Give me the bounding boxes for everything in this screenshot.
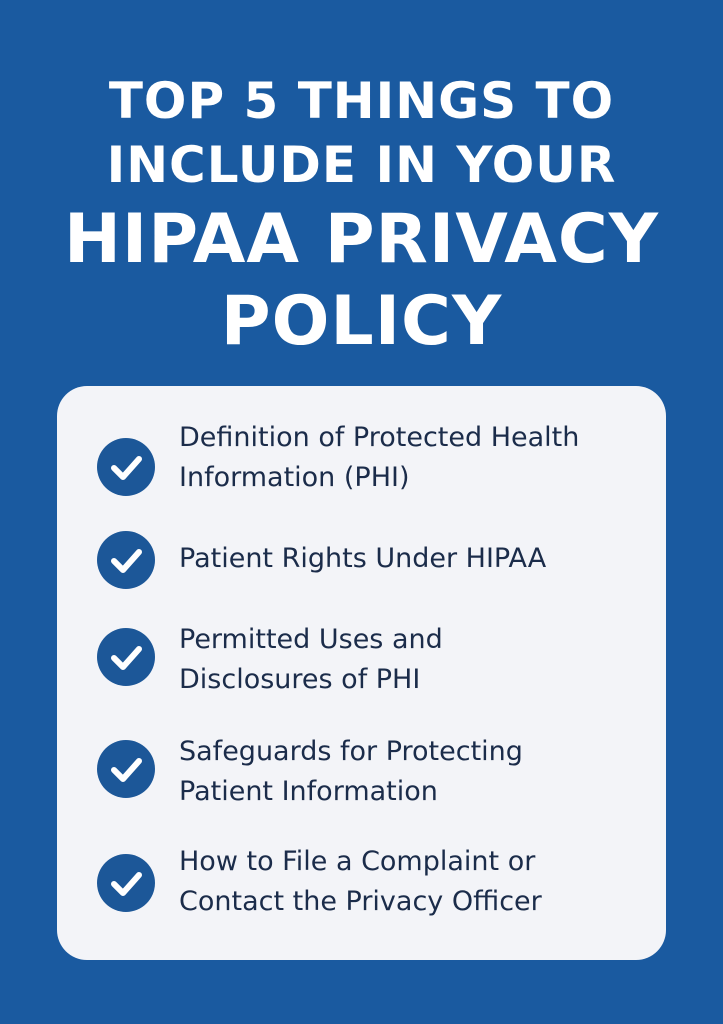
title-line-1: TOP 5 THINGS TO bbox=[108, 72, 615, 130]
check-circle-icon bbox=[97, 531, 155, 589]
list-item-text-line-1: Permitted Uses and bbox=[179, 624, 443, 655]
title-line-3: HIPAA PRIVACY bbox=[63, 200, 660, 279]
list-item-text-line-2: Disclosures of PHI bbox=[179, 664, 421, 695]
list-item-text-line-1: Definition of Protected Health bbox=[179, 422, 580, 453]
list-item-text-line-1: Patient Rights Under HIPAA bbox=[179, 543, 547, 574]
checklist-card bbox=[57, 386, 666, 960]
title-line-2: INCLUDE IN YOUR bbox=[106, 136, 617, 194]
check-circle-icon bbox=[97, 628, 155, 686]
check-circle-icon bbox=[97, 740, 155, 798]
list-item-text-line-2: Information (PHI) bbox=[179, 462, 410, 493]
check-circle-icon bbox=[97, 438, 155, 496]
check-circle-icon bbox=[97, 854, 155, 912]
list-item-text-line-2: Contact the Privacy Officer bbox=[179, 886, 542, 917]
title-line-4: POLICY bbox=[220, 282, 503, 361]
list-item-text-line-1: Safeguards for Protecting bbox=[179, 736, 523, 767]
list-item-text-line-1: How to File a Complaint or bbox=[179, 846, 536, 877]
list-item-text-line-2: Patient Information bbox=[179, 776, 438, 807]
